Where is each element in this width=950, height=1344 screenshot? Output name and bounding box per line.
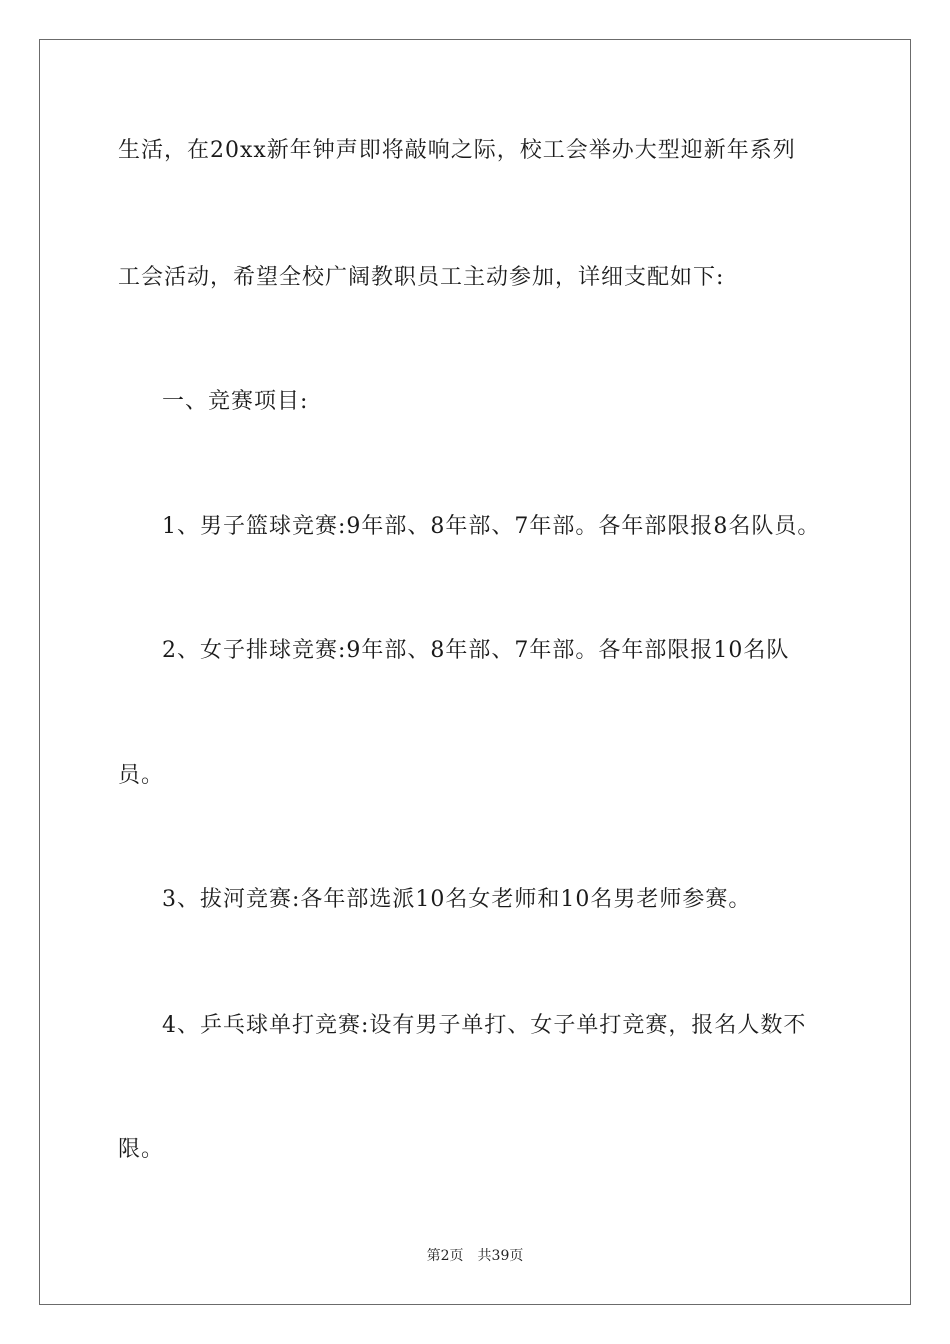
list-item: 1、男子篮球竞赛:9年部、8年部、7年部。各年部限报8名队员。 [162,514,821,539]
paragraph-line: 工会活动，希望全校广阔教职员工主动参加，详细支配如下: [118,265,725,290]
list-item-continuation: 员。 [118,763,165,788]
list-item: 2、女子排球竞赛:9年部、8年部、7年部。各年部限报10名队 [162,638,790,663]
paragraph-line: 生活，在20xx新年钟声即将敲响之际，校工会举办大型迎新年系列 [118,138,796,163]
page-border [39,39,911,1305]
list-item: 3、拔河竞赛:各年部选派10名女老师和10名男老师参赛。 [162,887,752,912]
page-number: 第2页 [426,1248,464,1264]
list-item: 4、乒乓球单打竞赛:设有男子单打、女子单打竞赛，报名人数不 [162,1013,807,1038]
section-heading: 一、竞赛项目: [162,389,309,414]
page-total: 共39页 [477,1248,524,1264]
page-footer [0,1247,950,1265]
list-item-continuation: 限。 [118,1137,165,1162]
